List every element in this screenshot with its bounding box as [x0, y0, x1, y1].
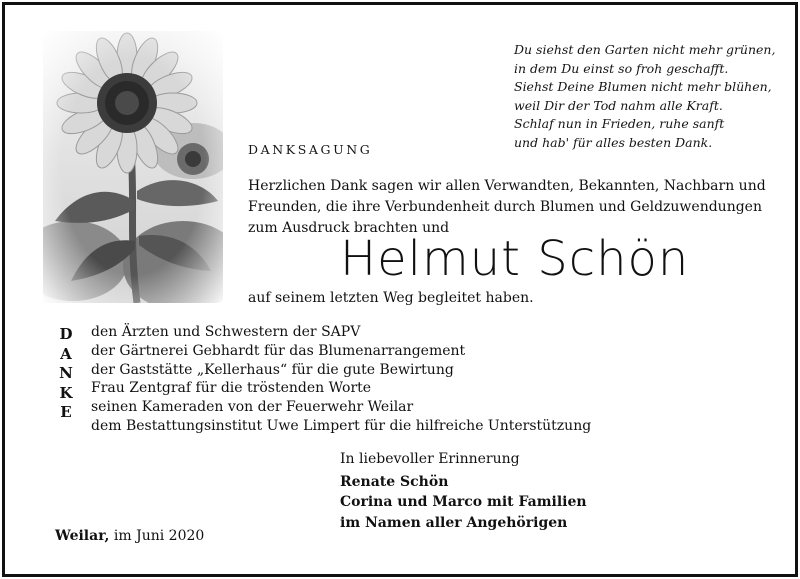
- memory-text: In liebevoller Erinnerung: [340, 451, 520, 467]
- obituary-card: [2, 2, 798, 577]
- poem-line: in dem Du einst so froh geschafft.: [514, 60, 729, 76]
- poem-line: weil Dir der Tod nahm alle Kraft.: [514, 97, 723, 113]
- page-title: DANKSAGUNG: [248, 142, 373, 157]
- after-name-text: auf seinem letzten Weg begleitet haben.: [248, 290, 534, 306]
- sunflower-photo-icon: [43, 31, 223, 303]
- poem-line: Siehst Deine Blumen nicht mehr blühen,: [514, 79, 772, 95]
- thanks-item: seinen Kameraden von der Feuerwehr Weilar: [91, 399, 414, 416]
- poem-line: Schlaf nun in Frieden, ruhe sanft: [514, 116, 725, 132]
- date-text: im Juni 2020: [109, 528, 205, 544]
- place-town: Weilar,: [55, 528, 110, 544]
- danke-letter: N: [59, 364, 73, 383]
- poem: [514, 41, 784, 153]
- intro-line: zum Ausdruck brachten und: [248, 220, 450, 236]
- signers: [340, 472, 587, 533]
- thanks-list: [91, 323, 591, 436]
- signer-line: Renate Schön: [340, 474, 449, 490]
- intro-text: [248, 176, 788, 239]
- danke-vertical: [57, 325, 75, 423]
- thanks-item: den Ärzten und Schwestern der SAPV: [91, 324, 361, 340]
- thanks-item: dem Bestattungsinstitut Uwe Limpert für die hilfreiche Unterstützung: [91, 417, 592, 434]
- intro-line: Herzlichen Dank sagen wir allen Verwandten, Bekannten, Nachbarn und: [248, 178, 766, 194]
- poem-line: Du siehst den Garten nicht mehr grünen,: [514, 42, 776, 57]
- danke-letter: E: [60, 403, 72, 422]
- signer-line: Corina und Marco mit Familien: [340, 494, 587, 511]
- danke-letter: A: [60, 344, 72, 363]
- thanks-item: Frau Zentgraf für die tröstenden Worte: [91, 380, 372, 397]
- danke-letter: D: [59, 325, 73, 343]
- thanks-item: der Gärtnerei Gebhardt für das Blumenarrangement: [91, 342, 466, 359]
- place-date: [55, 528, 204, 544]
- poem-line: und hab' für alles besten Dank.: [514, 134, 713, 150]
- danke-letter: K: [59, 383, 73, 402]
- thanks-item: der Gaststätte „Kellerhaus“ für die gute Bewirtung: [91, 361, 454, 378]
- intro-line: Freunden, die ihre Verbundenheit durch Blumen und Geldzuwendungen: [248, 199, 762, 215]
- deceased-name: Helmut Schön: [340, 231, 690, 287]
- signer-line: im Namen aller Angehörigen: [340, 514, 568, 531]
